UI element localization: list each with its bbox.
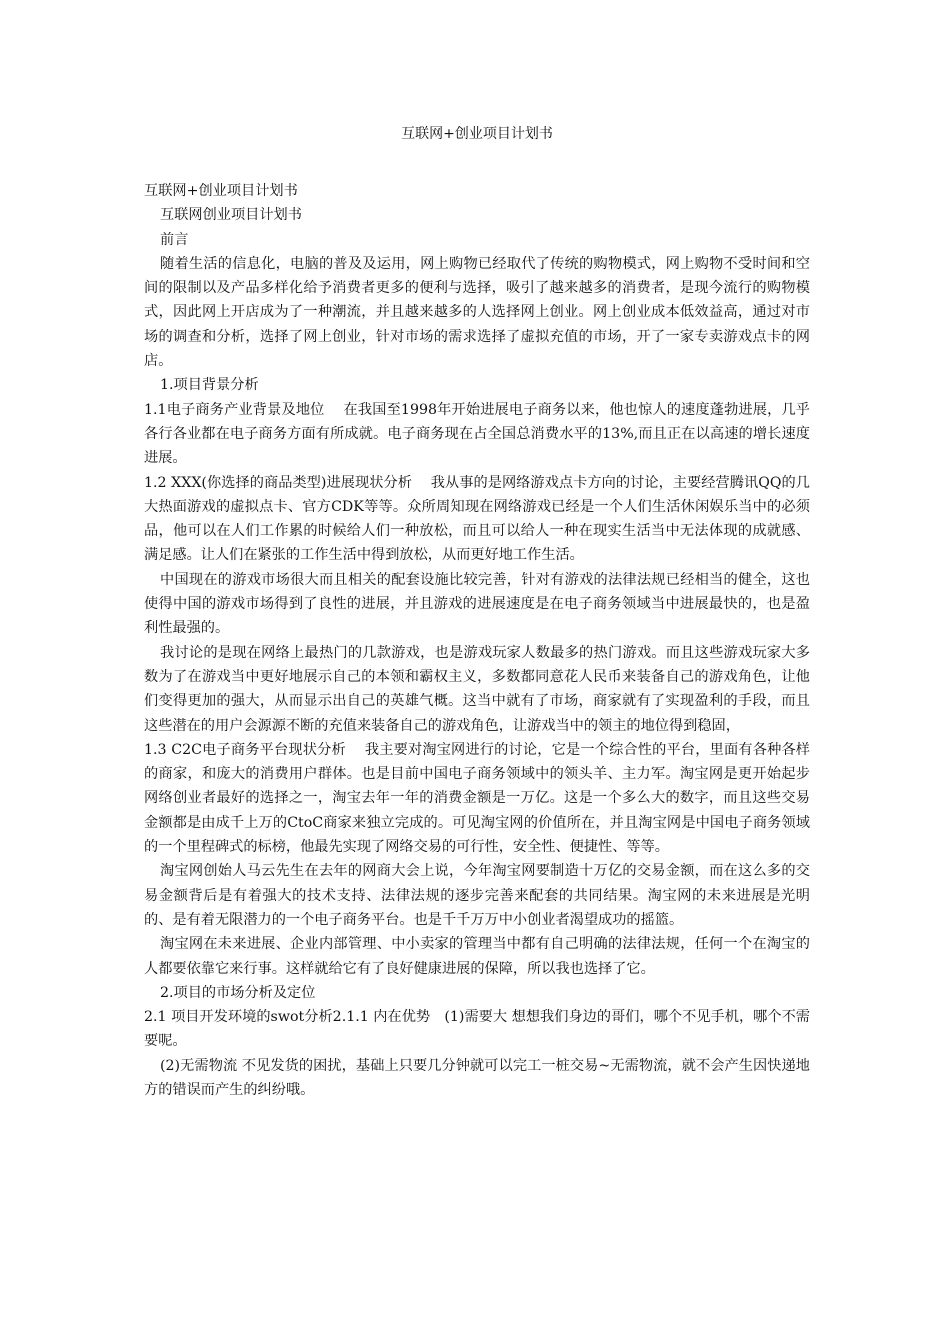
paragraph: 我讨论的是现在网络上最热门的几款游戏，也是游戏玩家人数最多的热门游戏。而且这些游戏玩家大多数为了在游戏当中更好地展示自己的本领和霸权主义，多数都同意花人民币来装备自己的游戏角色，让他们变得更加的强大，从而显示出自己的英雄气概。这当中就有了市场，商家就有了实现盈利的手段，而且这些潜在的用户会源源不断的充值来装备自己的游戏角色，让游戏当中的领主的地位得到稳固， bbox=[144, 644, 810, 734]
paragraph: 中国现在的游戏市场很大而且相关的配套设施比较完善，针对有游戏的法律法规已经相当的健全，这也使得中国的游戏市场得到了良性的进展，并且游戏的进展速度是在电子商务领域当中进展最快的，也是盈利性最强的。 bbox=[144, 571, 810, 637]
paragraph: 互联网+创业项目计划书 bbox=[144, 183, 298, 199]
document-title: 互联网+创业项目计划书 bbox=[401, 126, 553, 142]
paragraph: 1.2 XXX(你选择的商品类型)进展现状分析 我从事的是网络游戏点卡方向的讨论，主要经营腾讯QQ的几大热面游戏的虚拟点卡、官方CDK等等。众所周知现在网络游戏已经是一个人们生活休闲娱乐当中的必须品，他可以在人们工作累的时候给人们一种放松，而且可以给人一种在现实生活当中无法体现的成就感、满足感。让人们在紧张的工作生活中得到放松，从而更好地工作生活。 bbox=[144, 474, 810, 564]
paragraph: 2.1 项目开发环境的swot分析2.1.1 内在优势 (1)需要大 想想我们身边的哥们，哪个不见手机，哪个不需要呢。 bbox=[144, 1009, 810, 1050]
paragraph: 1.3 C2C电子商务平台现状分析 我主要对淘宝网进行的讨论，它是一个综合性的平台，里面有各种各样的商家，和庞大的消费用户群体。也是目前中国电子商务领域中的领头羊、主力军。淘宝网是更开始起步网络创业者最好的选择之一，淘宝去年一年的消费金额是一万亿。这是一个多么大的数字，而且这些交易金额都是由成千上万的CtoC商家来独立完成的。可见淘宝网的价值所在，并且淘宝网是中国电子商务领域的一个里程碑式的标榜，他最先实现了网络交易的可行性，安全性、便捷性、等等。 bbox=[144, 741, 810, 856]
paragraph: (2)无需物流 不见发货的困扰，基础上只要几分钟就可以完工一桩交易~无需物流，就不会产生因快递地方的错误而产生的纠纷哦。 bbox=[144, 1057, 810, 1098]
section-heading: 1.项目背景分析 bbox=[160, 377, 259, 394]
paragraph: 淘宝网在未来进展、企业内部管理、中小卖家的管理当中都有自己明确的法律法规，任何一个在淘宝的人都要依靠它来行事。这样就给它有了良好健康进展的保障，所以我也选择了它。 bbox=[144, 936, 810, 977]
paragraph: 随着生活的信息化，电脑的普及及运用，网上购物已经取代了传统的购物模式，网上购物不受时间和空间的限制以及产品多样化给予消费者更多的便利与选择，吸引了越来越多的消费者，是现今流行的购物模式，因此网上开店成为了一种潮流，并且越来越多的人选择网上创业。网上创业成本低效益高，通过对市场的调查和分析，选择了网上创业，针对市场的需求选择了虚拟充值的市场，开了一家专卖游戏点卡的网店。 bbox=[144, 255, 810, 370]
paragraph: 互联网创业项目计划书 bbox=[160, 207, 302, 224]
section-heading: 前言 bbox=[160, 231, 189, 248]
paragraph: 1.1电子商务产业背景及地位 在我国至1998年开始进展电子商务以来，他也惊人的速度蓬勃进展，几乎各行各业都在电子商务方面有所成就。电子商务现在占全国总消费水平的13%,而且正在以高速的增长速度进展。 bbox=[144, 401, 810, 467]
section-heading: 2.项目的市场分析及定位 bbox=[160, 984, 316, 1001]
paragraph: 淘宝网创始人马云先生在去年的网商大会上说，今年淘宝网要制造十万亿的交易金额，而在这么多的交易金额背后是有着强大的技术支持、法律法规的逐步完善来配套的共同结果。淘宝网的未来进展是光明的、是有着无限潜力的一个电子商务平台。也是千千万万中小创业者渴望成功的摇篮。 bbox=[144, 863, 810, 928]
document-page bbox=[144, 122, 810, 1102]
